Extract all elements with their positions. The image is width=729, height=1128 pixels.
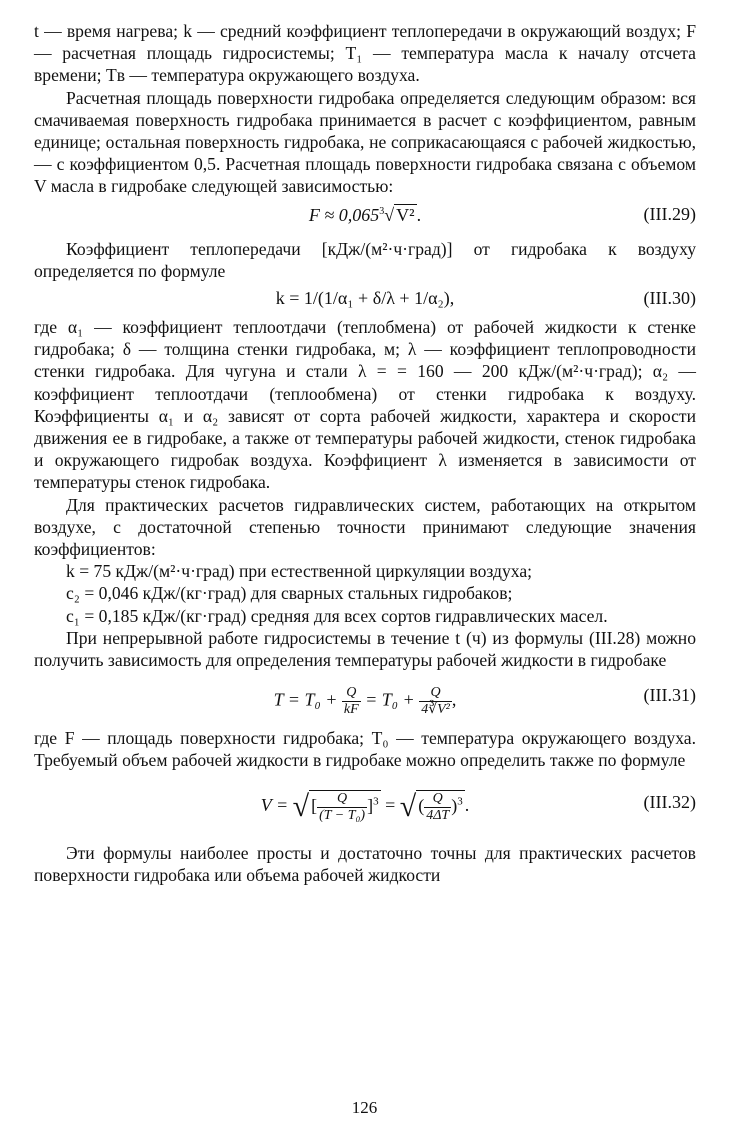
formula-iii-32: V = √ [ $\frac{Q}{\text{(T − T₀)}}$ ]$^3$ = √ ( $\frac{Q}{4\Delta T}$ )$^3$ . (III.32) bbox=[260, 789, 696, 823]
paragraph-alpha-definitions: где α₁ — коэффициент теплоотдачи (теплобмена) от рабочей жидкости к стенке гидробака; δ — толщина стенки гидробака, м; λ — коэффициент теплопроводности стенки гидробака. Для чугуна и стали λ = = 160 — 200 кДж/(м²·ч·град); α₂ — коэффициент теплоотдачи (теплообмена) от стенки гидробака к воздуху. Коэффициенты α₁ и α₂ зависят от сорта рабочей жидкости, характера и скорости движения ее в гидробаке, а также от температуры рабочей жидкости, стенок гидробака и окружающего гидробак воздуха. Коэффициент λ изменяется в зависимости от температуры стенок гидробака. bbox=[34, 317, 696, 493]
book-page bbox=[34, 20, 696, 886]
value-c2: c₂ = 0,046 кДж/(кг·град) для сварных стальных гидробаков; bbox=[66, 583, 513, 604]
formula-iii-29-root-index: 3 bbox=[379, 205, 385, 217]
paragraph-definitions: t — время нагрева; k — средний коэффициент теплопередачи в окружающий воздух; F — расчетная площадь гидросистемы; T₁ — температура масла к началу отсчета времени; Tв — температура окружающего воздуха. bbox=[34, 21, 696, 86]
sqrt-sign-icon: √ bbox=[292, 789, 310, 823]
formula-iii-31-number: (III.31) bbox=[643, 685, 696, 706]
formula-iii-30-expr: k = 1/(1/α₁ + δ/λ + 1/α₂), bbox=[275, 288, 455, 309]
formula-iii-29-lhs: F ≈ 0,065 bbox=[308, 204, 380, 225]
formula-iii-31-frac2: $\frac{Q}{\text{4∛V²}}$ bbox=[421, 685, 450, 718]
formula-iii-32-number: (III.32) bbox=[643, 791, 696, 812]
formula-iii-32-radicand-a: [ $\frac{Q}{\text{(T − T₀)}}$ ]$^3$ bbox=[311, 790, 379, 823]
formula-iii-29-radicand: V² bbox=[396, 204, 415, 225]
page-number: 126 bbox=[351, 1098, 378, 1117]
paragraph-continuous-operation: При непрерывной работе гидросистемы в течение t (ч) из формулы (III.28) можно получить зависимость для определения температуры рабочей жидкости в гидробаке bbox=[34, 627, 696, 671]
value-k: k = 75 кДж/(м²·ч·град) при естественной циркуляции воздуха; bbox=[66, 561, 533, 582]
formula-iii-29: $F \approx 0,065^3√$ V² . (III.29) bbox=[308, 203, 696, 225]
formula-iii-30-number: (III.30) bbox=[643, 288, 696, 309]
formula-iii-30 bbox=[34, 282, 696, 316]
value-c1: c₁ = 0,185 кДж/(кг·град) средняя для всех сортов гидравлических масел. bbox=[66, 605, 608, 626]
formula-iii-31: T = T₀ + $\frac{Q}{kF}$ = T₀ + $\frac{Q}{\text{4∛V²}}$ , (III.31) bbox=[273, 685, 696, 718]
formula-iii-29-number: (III.29) bbox=[643, 203, 696, 224]
formula-iii-31-frac1: $\frac{Q}{kF}$ bbox=[343, 685, 359, 718]
paragraph-conclusion: Эти формулы наиболее просты и достаточно точны для практических расчетов поверхности гидробака или объема рабочей жидкости bbox=[34, 842, 696, 885]
formula-iii-32-radicand-b: ( $\frac{Q}{4\Delta T}$ )$^3$ bbox=[418, 790, 463, 823]
paragraph-practical-values: Для практических расчетов гидравлических систем, работающих на открытом воздухе, с достаточной степенью точности принимают следующие значения коэффициентов: bbox=[34, 494, 696, 560]
paragraph-volume: где F — площадь поверхности гидробака; T₀ — температура окружающего воздуха. Требуемый объем рабочей жидкости в гидробаке можно определить также по формуле bbox=[34, 728, 696, 771]
paragraph-heat-transfer: Коэффициент теплопередачи [кДж/(м²·ч·град)] от гидробака к воздуху определяется по формуле bbox=[34, 238, 696, 281]
paragraph-tank-area: Расчетная площадь поверхности гидробака определяется следующим образом: вся смачиваемая поверхность гидробака принимается в расчет с коэффициентом, равным единице; остальная поверхность гидробака, не соприкасающаяся с рабочей жидкостью, — с коэффициентом 0,5. Расчетная площадь поверхности гидробака связана с объемом V масла в гидробаке следующей зависимостью: bbox=[34, 87, 696, 197]
formula-iii-31-mid: = T₀ + bbox=[365, 689, 415, 710]
formula-iii-32-lhs: V = bbox=[260, 794, 289, 815]
sqrt-sign-icon: √ bbox=[399, 789, 417, 823]
formula-iii-31-lhs: T = T₀ + bbox=[273, 689, 338, 710]
formula-iii-29-tail: . bbox=[416, 204, 422, 225]
